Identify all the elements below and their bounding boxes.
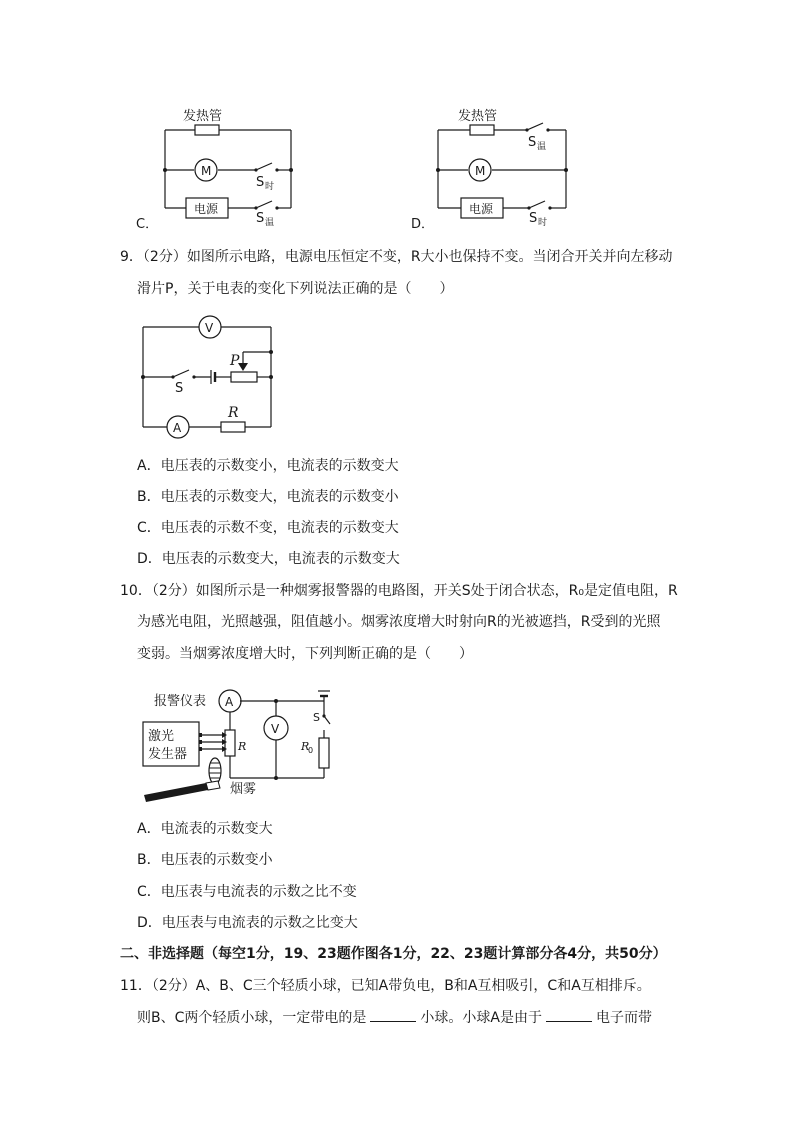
slider-arrow-icon (238, 363, 248, 371)
smoke-cloud (209, 758, 221, 784)
q10-option-d: D．电压表与电流表的示数之比变大 (137, 915, 358, 931)
section-2-heading: 二、非选择题（每空1分，19、23题作图各1分，22、23题计算部分各4分，共50分） (120, 946, 667, 962)
answer-blank-1[interactable] (370, 1007, 416, 1022)
q10-stem-line2: 为感光电阻，光照越强，阻值越小。烟雾浓度增大时射向R的光被遮挡，R受到的光照 (137, 614, 661, 630)
switch-time-sub: 时 (538, 218, 548, 228)
q9-option-d: D．电压表的示数变大，电流表的示数变大 (137, 551, 400, 567)
q11-text-part1: 则B、C两个轻质小球，一定带电的是 (137, 1010, 367, 1026)
switch-label: S (313, 711, 320, 724)
answer-blank-2[interactable] (546, 1007, 592, 1022)
q11-text-part2: 小球。小球A是由于 (420, 1010, 542, 1026)
q9-stem-line1: 9．（2分）如图所示电路，电源电压恒定不变，R大小也保持不变。当闭合开关并向左移动 (120, 249, 673, 265)
q10-option-c: C．电压表与电流表的示数之比不变 (137, 884, 357, 900)
switch-time-label: S (256, 175, 265, 190)
voltmeter-label: V (205, 321, 214, 335)
q9-option-c: C．电压表的示数不变，电流表的示数变大 (137, 520, 399, 536)
q10-stem-line1: 10．（2分）如图所示是一种烟雾报警器的电路图，开关S处于闭合状态，R₀是定值电阻，R (120, 583, 678, 599)
heater-label: 发热管 (458, 109, 498, 124)
ammeter-label: A (225, 695, 234, 709)
laser-label-line1: 激光 (148, 729, 175, 744)
heater-label: 发热管 (183, 109, 223, 124)
motor-label: M (475, 164, 486, 178)
laser-label-line2: 发生器 (148, 747, 188, 762)
q10-stem-line3: 变弱。当烟雾浓度增大时，下列判断正确的是（ ） (137, 646, 473, 662)
voltmeter-label: V (271, 722, 280, 736)
heater-resistor (470, 125, 494, 135)
q10-option-b: B．电压表的示数变小 (137, 852, 273, 868)
q9-option-a: A．电压表的示数变小，电流表的示数变大 (137, 458, 399, 474)
switch-temp-label: S (256, 211, 265, 226)
switch-label: S (175, 381, 184, 396)
circuit-diagram-c (130, 100, 300, 230)
r0-label: R (301, 740, 310, 753)
q11-stem-line2 (137, 1007, 652, 1028)
option-letter-d: D． (411, 217, 435, 230)
heater-resistor (195, 125, 219, 135)
circuit-diagram-d (405, 100, 585, 230)
ammeter-label: A (173, 421, 182, 435)
switch-temp-sub: 温 (537, 142, 547, 152)
q9-stem-line2: 滑片P，关于电表的变化下列说法正确的是（ ） (137, 281, 454, 297)
power-label: 电源 (194, 202, 219, 216)
r0-sub: 0 (308, 746, 314, 755)
fixed-resistor-r0 (319, 738, 329, 768)
alarm-meter-label: 报警仪表 (154, 694, 207, 709)
q10-option-a: A．电流表的示数变大 (137, 821, 273, 837)
smoke-label: 烟雾 (230, 782, 257, 797)
q9-option-b: B．电压表的示数变大，电流表的示数变小 (137, 489, 399, 505)
switch-temp-label: S (528, 135, 537, 150)
power-label: 电源 (469, 202, 494, 216)
motor-label: M (201, 164, 212, 178)
q11-text-part3: 电子而带 (595, 1010, 652, 1026)
switch-temp-sub: 温 (265, 218, 275, 228)
q9-circuit-diagram (135, 312, 285, 444)
photoresistor (225, 730, 235, 756)
rheostat (231, 372, 257, 382)
photoresistor-label: R (238, 740, 247, 753)
switch-time-label: S (529, 211, 538, 226)
switch-time-sub: 时 (265, 182, 275, 192)
cigarette-icon (144, 783, 208, 802)
q11-stem-line1: 11．（2分）A、B、C三个轻质小球，已知A带负电，B和A互相吸引，C和A互相排斥。 (120, 978, 651, 994)
slider-label: P (230, 353, 240, 369)
option-letter-c: C． (136, 217, 159, 230)
q10-circuit-diagram (138, 680, 348, 812)
fixed-resistor (221, 422, 245, 432)
resistor-label: R (228, 405, 239, 421)
